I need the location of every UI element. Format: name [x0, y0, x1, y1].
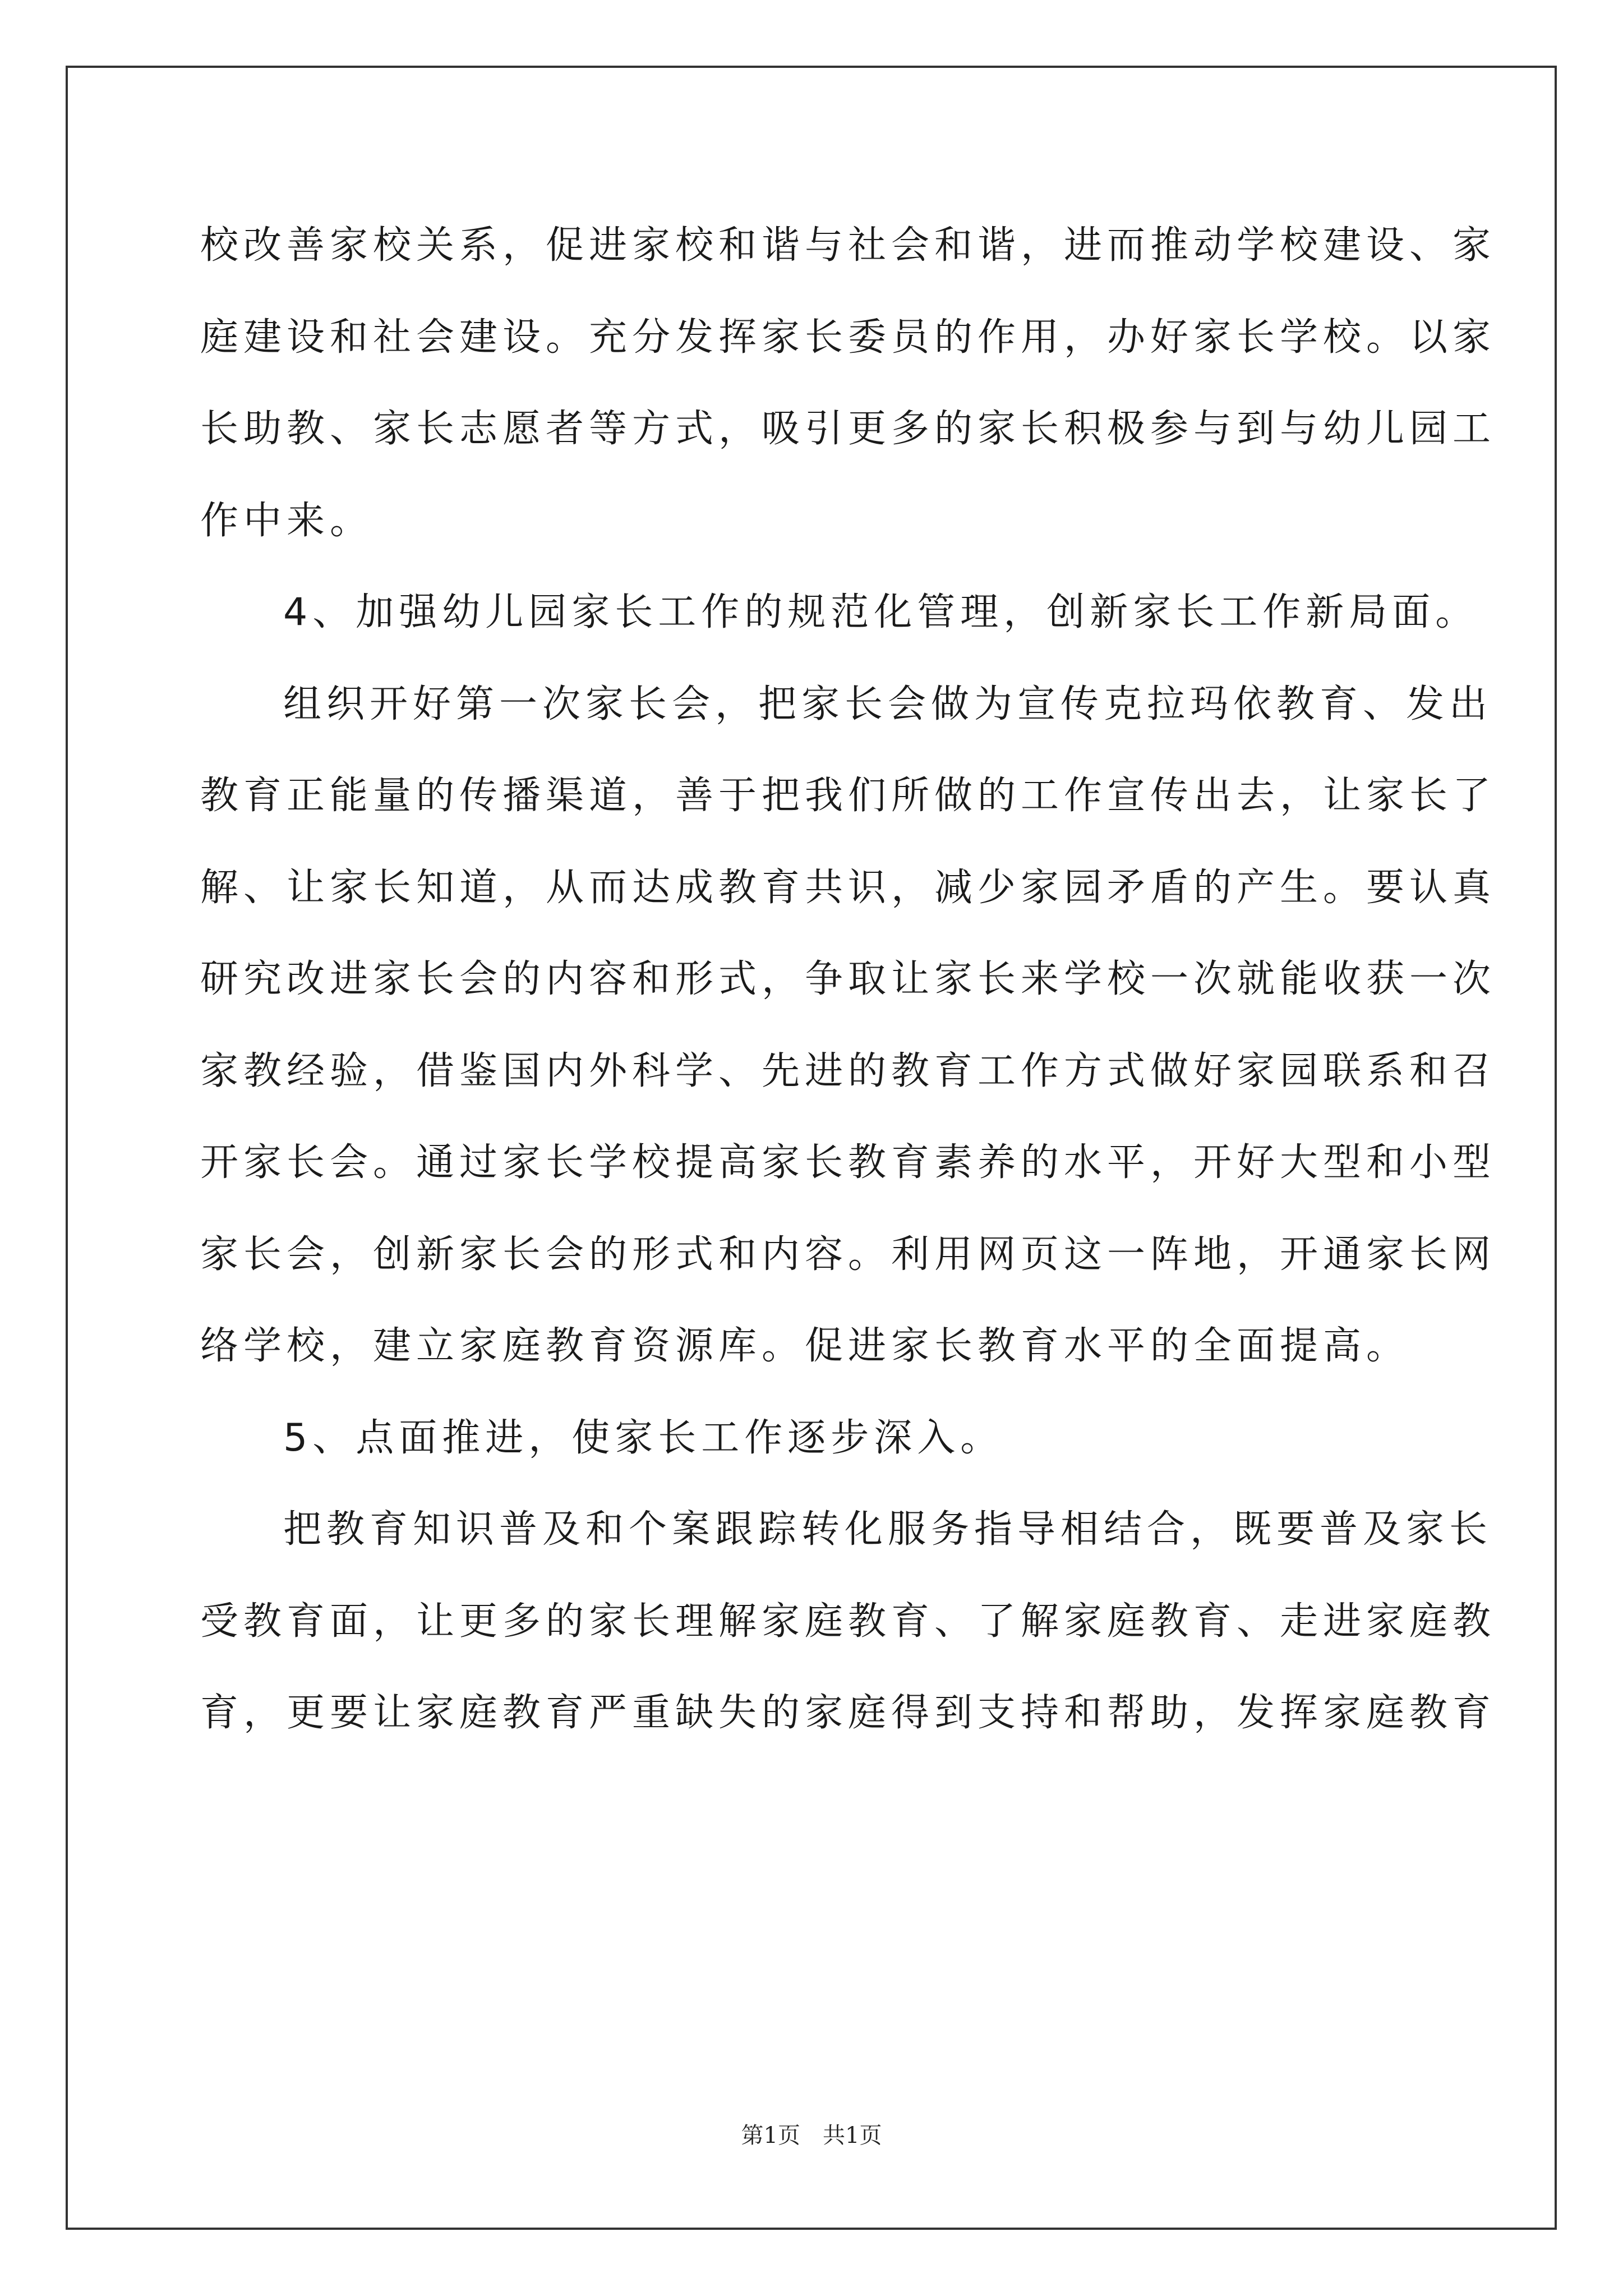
page-footer: 第1页 共1页: [741, 2123, 882, 2148]
text-line: 研究改进家长会的内容和形式，争取让家长来学校一次就能收获一次: [200, 957, 1496, 1001]
text-line: 庭建设和社会建设。充分发挥家长委员的作用，办好家长学校。以家: [200, 315, 1496, 360]
section-heading: 4、加强幼儿园家长工作的规范化管理，创新家长工作新局面。: [283, 590, 1479, 634]
text-line: 把教育知识普及和个案跟踪转化服务指导相结合，既要普及家长: [283, 1507, 1493, 1552]
text-line: 校改善家校关系，促进家校和谐与社会和谐，进而推动学校建设、家: [200, 223, 1496, 268]
text-line: 教育正能量的传播渠道，善于把我们所做的工作宣传出去，让家长了: [200, 774, 1496, 818]
text-line: 解、让家长知道，从而达成教育共识，减少家园矛盾的产生。要认真: [200, 866, 1496, 910]
text-line: 受教育面，让更多的家长理解家庭教育、了解家庭教育、走进家庭教: [200, 1599, 1496, 1644]
section-heading: 5、点面推进，使家长工作逐步深入。: [283, 1416, 1004, 1460]
text-line: 络学校，建立家庭教育资源库。促进家长教育水平的全面提高。: [200, 1324, 1410, 1368]
text-line: 家长会，创新家长会的形式和内容。利用网页这一阵地，开通家长网: [200, 1232, 1496, 1277]
text-line: 长助教、家长志愿者等方式，吸引更多的家长积极参与到与幼儿园工: [200, 407, 1496, 451]
text-line: 组织开好第一次家长会，把家长会做为宣传克拉玛依教育、发出: [283, 682, 1493, 726]
text-line: 家教经验，借鉴国内外科学、先进的教育工作方式做好家园联系和召: [200, 1049, 1496, 1093]
text-line: 作中来。: [200, 499, 374, 543]
text-line: 育，更要让家庭教育严重缺失的家庭得到支持和帮助，发挥家庭教育: [200, 1691, 1496, 1735]
text-line: 开家长会。通过家长学校提高家长教育素养的水平，开好大型和小型: [200, 1140, 1496, 1185]
